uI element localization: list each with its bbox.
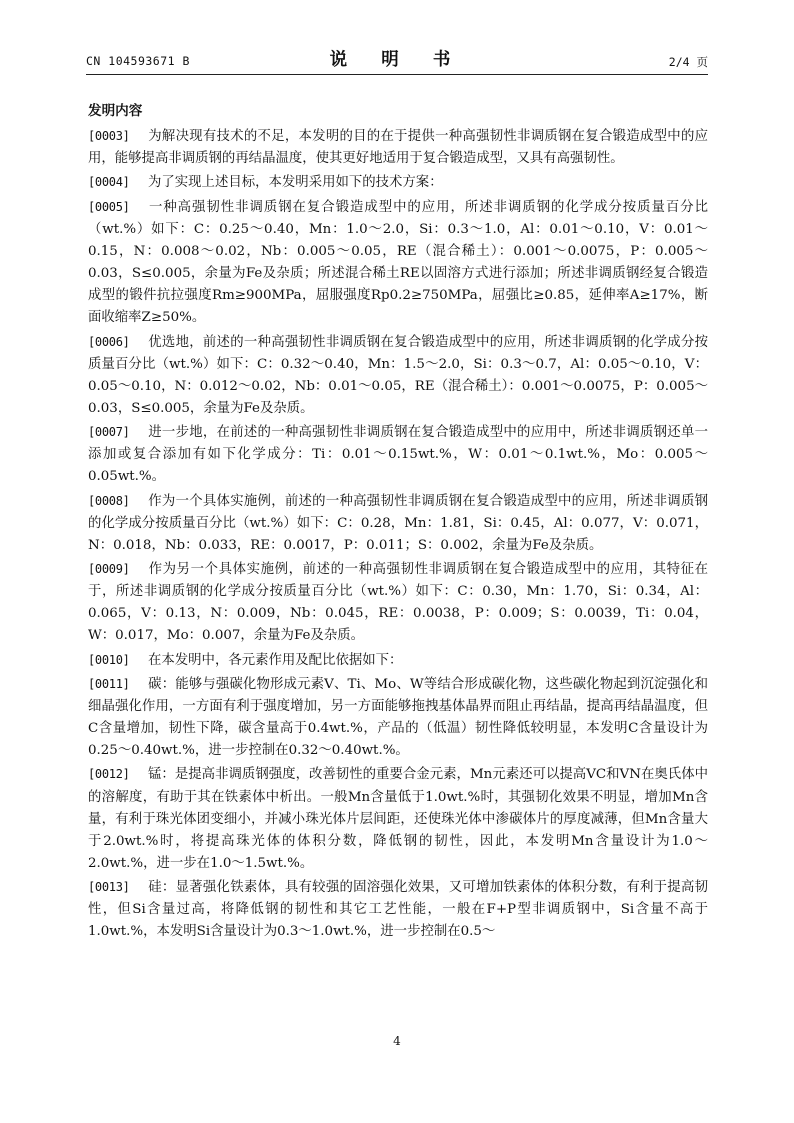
- paragraph-text: 作为另一个具体实施例，前述的一种高强韧性非调质钢在复合锻造成型中的应用，其特征在于，所述非调质钢的化学成分按质量百分比（wt.%）如下：C：0.30，Mn：1.70，Si：0.34，Al：0.065，V：0.13，N：0.009，Nb：0.045，RE：0.0038，P：0.009；S：0.0039，Ti：0.04，W：0.017，Mo：0.007，余量为Fe及杂质。: [88, 562, 708, 644]
- paragraph: [88, 649, 708, 672]
- paragraph-number: [0003]: [88, 129, 130, 144]
- paragraph-number: [0008]: [88, 493, 130, 508]
- paragraph-list: [88, 125, 708, 943]
- paragraph: [88, 673, 708, 762]
- document-body: [88, 100, 708, 945]
- paragraph: [88, 558, 708, 647]
- paragraph-number: [0007]: [88, 425, 130, 440]
- paragraph: [88, 490, 708, 557]
- paragraph-number: [0010]: [88, 652, 130, 667]
- paragraph: [88, 331, 708, 420]
- paragraph-number: [0004]: [88, 175, 130, 190]
- paragraph-text: 硅：显著强化铁素体，具有较强的固溶强化效果，又可增加铁素体的体积分数，有利于提高韧性，但Si含量过高，将降低钢的韧性和其它工艺性能，一般在F+P型非调质钢中，Si含量不高于1.0wt.%，本发明Si含量设计为0.3～1.0wt.%，进一步控制在0.5～: [88, 880, 708, 940]
- paragraph-text: 为解决现有技术的不足，本发明的目的在于提供一种高强韧性非调质钢在复合锻造成型中的应用，能够提高非调质钢的再结晶温度，使其更好地适用于复合锻造成型，又具有高强韧性。: [88, 129, 708, 167]
- paragraph-number: [0013]: [88, 880, 130, 895]
- paragraph-number: [0009]: [88, 562, 130, 576]
- paragraph-text: 在本发明中，各元素作用及配比依据如下：: [148, 652, 403, 668]
- paragraph: [88, 763, 708, 874]
- patent-number: CN 104593671 B: [86, 54, 190, 68]
- paragraph: [88, 125, 708, 170]
- section-title: 发明内容: [88, 103, 143, 119]
- paragraph-text: 作为一个具体实施例，前述的一种高强韧性非调质钢在复合锻造成型中的应用，所述非调质钢的化学成分按质量百分比（wt.%）如下：C：0.28，Mn：1.81，Si：0.45，Al：0.077，V：0.071，N：0.018，Nb：0.033，RE：0.0017，P：0.011；S：0.002，余量为Fe及杂质。: [88, 493, 708, 553]
- page-header: [86, 46, 708, 72]
- page-number: 4: [393, 1034, 401, 1048]
- paragraph-number: [0006]: [88, 334, 130, 349]
- header-divider: [86, 74, 708, 75]
- paragraph-text: 锰：是提高非调质钢强度，改善韧性的重要合金元素，Mn元素还可以提高VC和VN在奥氏体中的溶解度，有助于其在铁素体中析出。一般Mn含量低于1.0wt.%时，其强韧化效果不明显，增加Mn含量，有利于珠光体团变细小，并减小珠光体片层间距，还使珠光体中渗碳体片的厚度减薄，但Mn含量大于2.0wt.%时，将提高珠光体的体积分数，降低钢的韧性，因此，本发明Mn含量设计为1.0～2.0wt.%，进一步在1.0～1.5wt.%。: [88, 767, 708, 871]
- paragraph: [88, 171, 708, 194]
- paragraph-number: [0012]: [88, 767, 130, 782]
- paragraph-number: [0005]: [88, 199, 130, 214]
- paragraph-text: 碳：能够与强碳化物形成元素V、Ti、Mo、W等结合形成碳化物，这些碳化物起到沉淀强化和细晶强化作用，一方面有利于强度增加，另一方面能够拖拽基体晶界而阻止再结晶，提高再结晶温度，但C含量增加，韧性下降，碳含量高于0.4wt.%，产品的（低温）韧性降低较明显，本发明C含量设计为0.25～0.40wt.%，进一步控制在0.32～0.40wt.%。: [88, 676, 708, 759]
- paragraph: [88, 196, 708, 330]
- paragraph: [88, 876, 708, 943]
- paragraph-text: 优选地，前述的一种高强韧性非调质钢在复合锻造成型中的应用，所述非调质钢的化学成分按质量百分比（wt.%）如下：C：0.32～0.40，Mn：1.5～2.0，Si：0.3～0.7，Al：0.05～0.10，V：0.05～0.10，N：0.012～0.02，Nb：0.01～0.05，RE（混合稀土）：0.001～0.0075，P：0.005～0.03，S≤0.005，余量为Fe及杂质。: [88, 334, 708, 416]
- page-info: 2/4 页: [668, 55, 708, 69]
- paragraph-text: 一种高强韧性非调质钢在复合锻造成型中的应用，所述非调质钢的化学成分按质量百分比（wt.%）如下：C：0.25～0.40，Mn：1.0～2.0，Si：0.3～1.0，Al：0.01～0.10，V：0.01～0.15，N：0.008～0.02，Nb：0.005～0.05，RE（混合稀土）：0.001～0.0075，P：0.005～0.03，S≤0.005，余量为Fe及杂质；所述混合稀土RE以固溶方式进行添加；所述非调质钢经复合锻造成型的锻件抗拉强度Rm≥900MPa，屈服强度Rp0.2≥750MPa，屈强比≥0.85，延伸率A≥17%，断面收缩率Z≥50%。: [88, 199, 708, 326]
- document-title: 说 明 书: [329, 50, 465, 70]
- paragraph-text: 进一步地，在前述的一种高强韧性非调质钢在复合锻造成型中的应用中，所述非调质钢还单一添加或复合添加有如下化学成分：Ti：0.01～0.15wt.%，W：0.01～0.1wt.%，Mo：0.005～0.05wt.%。: [88, 425, 708, 485]
- paragraph-number: [0011]: [88, 676, 130, 691]
- paragraph-text: 为了实现上述目标，本发明采用如下的技术方案：: [148, 175, 443, 191]
- paragraph: [88, 421, 708, 488]
